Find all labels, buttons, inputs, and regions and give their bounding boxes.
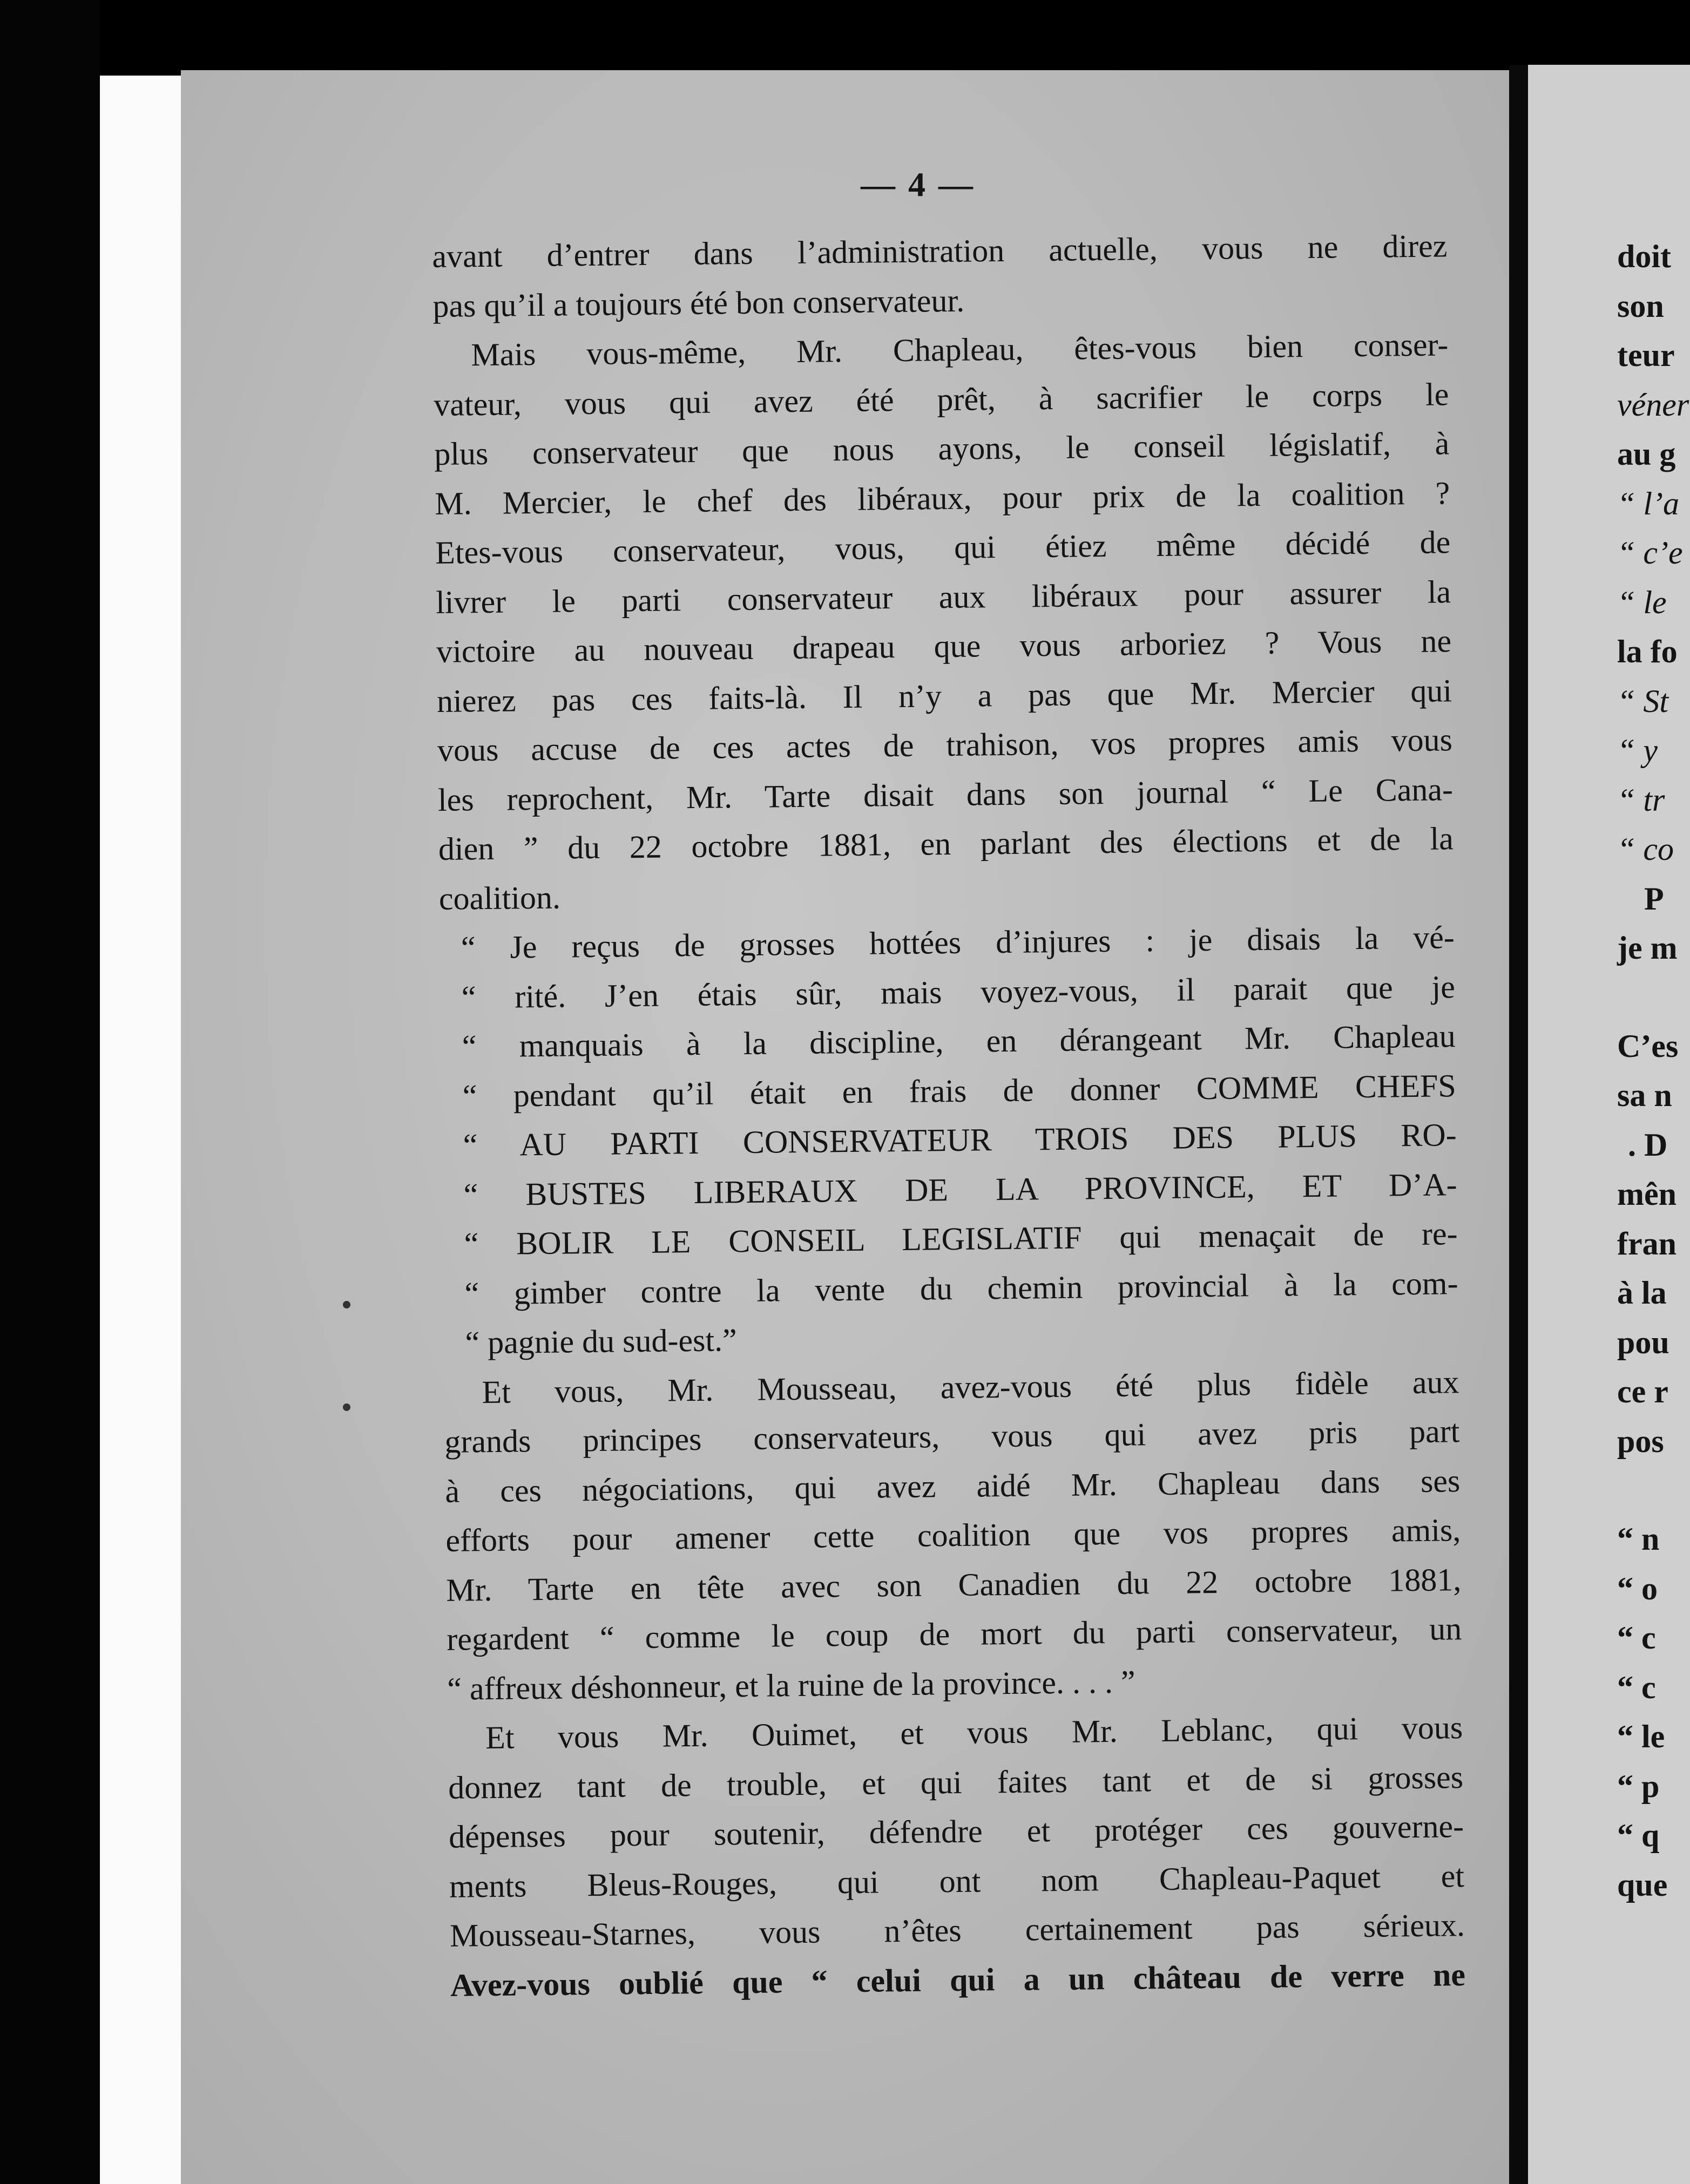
fragment-line: “ c’e — [1617, 535, 1683, 571]
quote-line: “ manquais à la discipline, en dérangeant Mr. Chapleau — [462, 1018, 1456, 1064]
text-line: victoire au nouveau drapeau que vous arboriez ? Vous ne — [436, 623, 1452, 669]
fragment-line: “ q — [1617, 1817, 1660, 1853]
fragment-line: fran — [1617, 1225, 1677, 1261]
fragment-line: “ o — [1617, 1570, 1658, 1606]
text-line: avant d’entrer dans l’administration actuelle, vous ne direz — [432, 228, 1448, 274]
adjacent-page — [1528, 65, 1690, 2184]
text-line: Et vous Mr. Ouimet, et vous Mr. Leblanc, qui vous — [485, 1710, 1463, 1756]
text-line: Mais vous-même, Mr. Chapleau, êtes-vous bien conser- — [471, 327, 1449, 373]
fragment-line: je m — [1617, 930, 1678, 966]
text-line: nierez pas ces faits-là. Il n’y a pas que Mr. Mercier qui — [436, 672, 1452, 719]
fragment-line: doit — [1617, 239, 1672, 274]
fragment-line: pos — [1617, 1423, 1664, 1459]
fragment-line: “ St — [1617, 683, 1669, 719]
text-line: livrer le parti conservateur aux libéraux pour assurer la — [435, 573, 1451, 620]
fragment-line: pou — [1617, 1324, 1669, 1360]
text-line: vateur, vous qui avez été prêt, à sacrifier le corps le — [434, 376, 1449, 423]
fragment-line: “ le — [1617, 584, 1667, 620]
ink-speck — [343, 1301, 350, 1308]
quote-line: “ pendant qu’il était en frais de donner COMME CHEFS — [462, 1067, 1457, 1114]
text-line: à ces négociations, qui avez aidé Mr. Chapleau dans ses — [445, 1462, 1461, 1509]
body-text — [432, 221, 1465, 2010]
fragment-line: “ c — [1617, 1620, 1656, 1656]
text-line: M. Mercier, le chef des libéraux, pour prix de la coalition ? — [434, 474, 1450, 521]
quote-line: “ pagnie du sud-est.” — [465, 1322, 738, 1361]
scan-left-margin — [0, 0, 100, 2184]
quote-line: “ AU PARTI CONSERVATEUR TROIS DES PLUS RO- — [463, 1117, 1457, 1163]
text-line: Mousseau-Starnes, vous n’êtes certainement pas sérieux. — [449, 1907, 1465, 1954]
text-line: “ affreux déshonneur, et la ruine de la province. . . . ” — [447, 1664, 1135, 1707]
text-line: pas qu’il a toujours été bon conservateur. — [432, 282, 965, 324]
fragment-line: que — [1617, 1867, 1668, 1903]
fragment-line: “ c — [1617, 1669, 1656, 1705]
quote-line: “ Je reçus de grosses hottées d’injures : je disais la vé- — [461, 919, 1455, 966]
fragment-line: “ le — [1617, 1719, 1665, 1754]
page-number: — 4 — — [861, 165, 975, 204]
fragment-line: C’es — [1617, 1028, 1679, 1064]
text-line: dien ” du 22 octobre 1881, en parlant des élections et de la — [438, 820, 1454, 867]
fragment-line: à la — [1617, 1275, 1667, 1311]
text-line: vous accuse de ces actes de trahison, vos propres amis vous — [437, 722, 1453, 768]
text-line: Mr. Tarte en tête avec son Canadien du 22 octobre 1881, — [445, 1561, 1462, 1608]
adjacent-page-text — [1617, 232, 1690, 1910]
fragment-line: sa n — [1617, 1077, 1672, 1113]
text-line: Etes-vous conservateur, vous, qui étiez même décidé de — [435, 524, 1451, 571]
fragment-line: “ y — [1617, 732, 1658, 768]
fragment-line: ce r — [1617, 1374, 1668, 1409]
text-line: les reprochent, Mr. Tarte disait dans son journal “ Le Cana- — [437, 771, 1454, 818]
fragment-line: au g — [1617, 436, 1676, 472]
fragment-line: . D — [1628, 1127, 1668, 1163]
text-line: ments Bleus-Rouges, qui ont nom Chapleau-Paquet et — [449, 1857, 1465, 1904]
fragment-line: véner — [1617, 386, 1689, 423]
quote-line: “ rité. J’en étais sûr, mais voyez-vous, il parait que je — [461, 968, 1456, 1015]
fragment-line: teur — [1617, 337, 1675, 373]
fragment-line: P — [1644, 880, 1664, 917]
text-line: regardent “ comme le coup de mort du parti conservateur, un — [446, 1611, 1462, 1657]
page-gutter — [1509, 65, 1528, 2184]
text-line: Avez-vous oublié que “ celui qui a un château de verre ne — [450, 1956, 1466, 2003]
fragment-line: “ n — [1617, 1521, 1660, 1557]
quote-line: “ BUSTES LIBERAUX DE LA PROVINCE, ET D’A- — [463, 1166, 1457, 1212]
fragment-line: la fo — [1617, 634, 1678, 669]
scan-white-strip — [100, 76, 181, 2184]
text-line: coalition. — [438, 879, 561, 917]
ink-speck — [343, 1403, 350, 1411]
fragment-line: “ l’a — [1617, 485, 1680, 521]
fragment-line: mên — [1617, 1176, 1677, 1212]
quote-line: “ BOLIR LE CONSEIL LEGISLATIF qui menaçait de re- — [464, 1216, 1458, 1262]
text-line: donnez tant de trouble, et qui faites tant et de si grosses — [448, 1759, 1464, 1806]
text-line: dépenses pour soutenir, défendre et protéger ces gouverne- — [448, 1808, 1464, 1855]
fragment-line: “ p — [1617, 1768, 1660, 1804]
text-line: grands principes conservateurs, vous qui avez pris part — [444, 1413, 1460, 1460]
text-line: plus conservateur que nous ayons, le conseil législatif, à — [434, 425, 1450, 472]
fragment-line: “ tr — [1617, 782, 1665, 818]
fragment-line: son — [1617, 288, 1664, 324]
text-line: efforts pour amener cette coalition que vos propres amis, — [445, 1512, 1461, 1558]
quote-line: “ gimber contre la vente du chemin provincial à la com- — [464, 1265, 1458, 1311]
text-line: Et vous, Mr. Mousseau, avez-vous été plus fidèle aux — [482, 1364, 1459, 1410]
fragment-line: “ co — [1617, 831, 1674, 867]
